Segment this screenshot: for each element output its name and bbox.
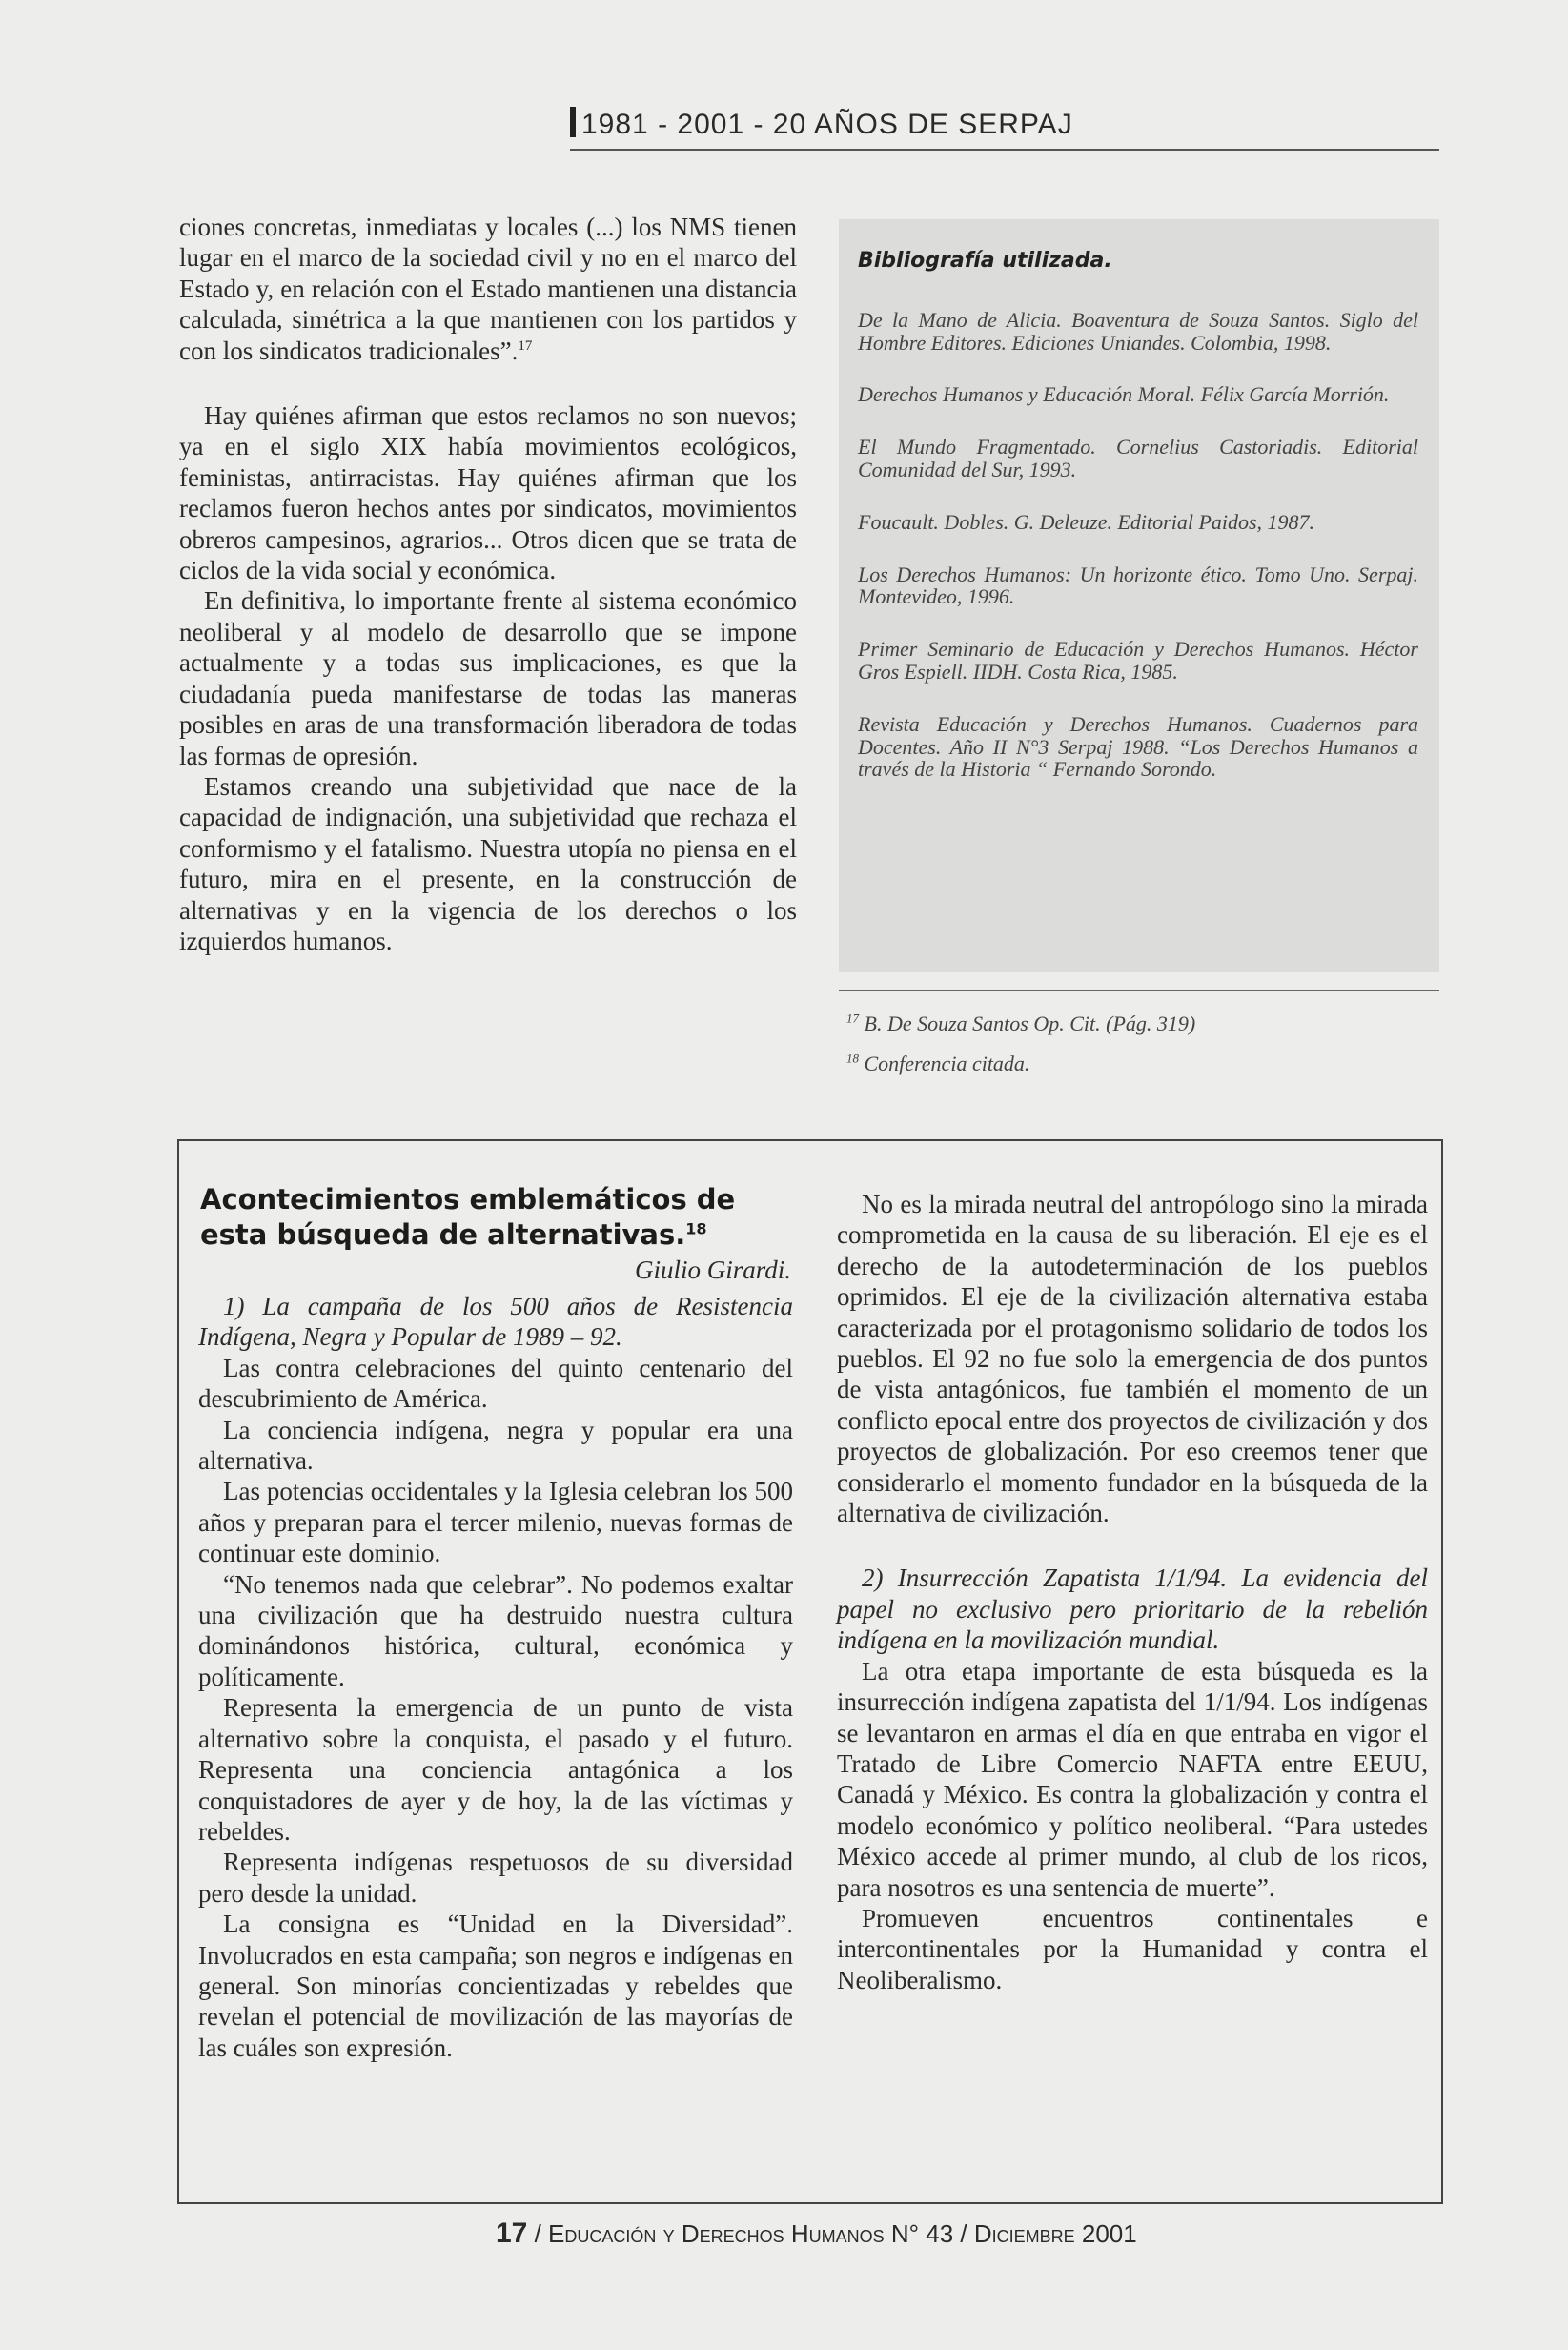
paragraph: Las potencias occidentales y la Iglesia celebran los 500 años y preparan para el tercer milenio, nuevas formas de continuar este dominio.	[198, 1477, 793, 1568]
bibliography-entry: El Mundo Fragmentado. Cornelius Castoriadis. Editorial Comunidad del Sur, 1993.	[858, 435, 1418, 481]
bibliography-entry: Primer Seminario de Educación y Derechos Humanos. Héctor Gros Espiell. IIDH. Costa Rica, 1985.	[858, 637, 1418, 684]
footnotes	[839, 990, 1439, 1093]
page-number: 17	[496, 2217, 528, 2249]
footnote-ref: 17	[518, 337, 533, 354]
section-heading: 2) Insurrección Zapatista 1/1/94. La evidencia del papel no exclusivo pero prioritario de la rebelión indígena en la movilización mundial.	[837, 1563, 1428, 1655]
left-column	[179, 212, 797, 956]
paragraph: Estamos creando una subjetividad que nace de la capacidad de indignación, una subjetividad que rechaza el conformismo y el fatalismo. Nuestra utopía no piensa en el futuro, mira en el presente, en la construcción de alternativas y en la vigencia de los derechos o los izquierdos humanos.	[179, 771, 797, 955]
box-title: Acontecimientos emblemáticos de esta búsqueda de alternativas.$^{18}$	[200, 1183, 736, 1251]
paragraph: “No tenemos nada que celebrar”. No podemos exaltar una civilización que ha destruido nuestra cultura dominándonos histórica, cultural, económica y políticamente.	[198, 1569, 793, 1691]
paragraph: En definitiva, lo importante frente al sistema económico neoliberal y al modelo de desarrollo que se impone actualmente y a todas sus implicaciones, es que la ciudadanía pueda manifestarse de todas las maneras posibles en aras de una transformación liberadora de todas las formas de opresión.	[179, 586, 797, 770]
bibliography-title: Bibliografía utilizada.	[858, 249, 1112, 273]
paragraph: ciones concretas, inmediatas y locales (...) los NMS tienen lugar en el marco de la sociedad civil y no en el marco del Estado y, en relación con el Estado mantienen una distancia calculada, simétrica a la que mantienen con los partidos y con los sindicatos tradicionales”.$^{17}$	[179, 213, 797, 365]
publication-info: Educación y Derechos Humanos N° 43 / Diciembre 2001	[548, 2219, 1137, 2248]
bibliography-entry: De la Mano de Alicia. Boaventura de Souza Santos. Siglo del Hombre Editores. Ediciones Uniandes. Colombia, 1998.	[858, 307, 1418, 355]
box-author: Giulio Girardi.	[634, 1256, 791, 1284]
running-header	[570, 107, 1439, 151]
paragraph: Promueven encuentros continentales e intercontinentales por la Humanidad y contra el Neoliberalismo.	[837, 1903, 1428, 1994]
paragraph: Representa indígenas respetuosos de su diversidad pero desde la unidad.	[198, 1848, 793, 1908]
bibliography-entry: Los Derechos Humanos: Un horizonte ético. Tomo Uno. Serpaj. Montevideo, 1996.	[858, 562, 1418, 609]
page-footer: 17 / Educación y Derechos Humanos N° 43 / Diciembre 2001	[496, 2217, 1137, 2249]
paragraph: No es la mirada neutral del antropólogo sino la mirada comprometida en la causa de su liberación. El eje es el derecho de la autodeterminación de los pueblos oprimidos. El eje de la civilización alternativa estaba caracterizada por el protagonismo solidario de todos los pueblos. El 92 no fue solo la emergencia de dos puntos de vista antagónicos, fue también el momento de un conflicto epocal entre dos proyectos de civilización y dos proyectos de globalización. Por eso creemos tener que considerarlo el momento fundador en la búsqueda de la alternativa de civilización.	[837, 1190, 1428, 1528]
box-left-column	[198, 1291, 793, 2063]
footnote: $^{18}$ Conferencia citada.	[846, 1051, 1030, 1075]
bibliography-entry: Derechos Humanos y Educación Moral. Félix García Morrión.	[858, 382, 1390, 407]
paragraph: La conciencia indígena, negra y popular era una alternativa.	[198, 1415, 793, 1476]
section-heading: 1) La campaña de los 500 años de Resistencia Indígena, Negra y Popular de 1989 – 92.	[198, 1292, 793, 1352]
paragraph: Hay quiénes afirman que estos reclamos no son nuevos; ya en el siglo XIX había movimientos ecológicos, feministas, antirracistas. Hay quiénes afirman que los reclamos fueron hechos antes por sindicatos, movimientos obreros campesinos, agrarios... Otros dicen que se trata de ciclos de la vida social y económica.	[179, 401, 797, 585]
footnote: $^{17}$ B. De Souza Santos Op. Cit. (Pág. 319)	[846, 1011, 1196, 1035]
paragraph: La otra etapa importante de esta búsqueda es la insurrección indígena zapatista del 1/1/94. Los indígenas se levantaron en armas el día en que entraba en vigor el Tratado de Libre Comercio NAFTA entre EEUU, Canadá y México. Es contra la globalización y contra el modelo económico y político neoliberal. “Para ustedes México accede al primer mundo, al club de los ricos, para nosotros es una sentencia de muerte”.	[837, 1656, 1428, 1902]
running-title: 1981 - 2001 - 20 AÑOS DE SERPAJ	[581, 109, 1073, 140]
paragraph: Representa la emergencia de un punto de vista alternativo sobre la conquista, el pasado y el futuro. Representa una conciencia antagónica a los conquistadores de ayer y de hoy, la de las víctimas y rebeldes.	[198, 1693, 793, 1846]
paragraph: La consigna es “Unidad en la Diversidad”. Involucrados en esta campaña; son negros e indígenas en general. Son minorías concientizadas y rebeldes que revelan el potencial de movilización de las mayorías de las cuáles son expresión.	[198, 1910, 793, 2062]
box-right-column	[837, 1189, 1428, 1995]
paragraph: Las contra celebraciones del quinto centenario del descubrimiento de América.	[198, 1353, 793, 1414]
header-rule-mark	[570, 107, 576, 137]
bibliography-entry: Foucault. Dobles. G. Deleuze. Editorial Paidos, 1987.	[858, 509, 1315, 534]
footnote-ref: 18	[685, 1219, 707, 1238]
bibliography-box	[839, 219, 1439, 972]
bibliography-entry: Revista Educación y Derechos Humanos. Cuadernos para Docentes. Año II N°3 Serpaj 1988. “Los Derechos Humanos a través de la Historia “ Fernando Sorondo.	[858, 711, 1418, 782]
